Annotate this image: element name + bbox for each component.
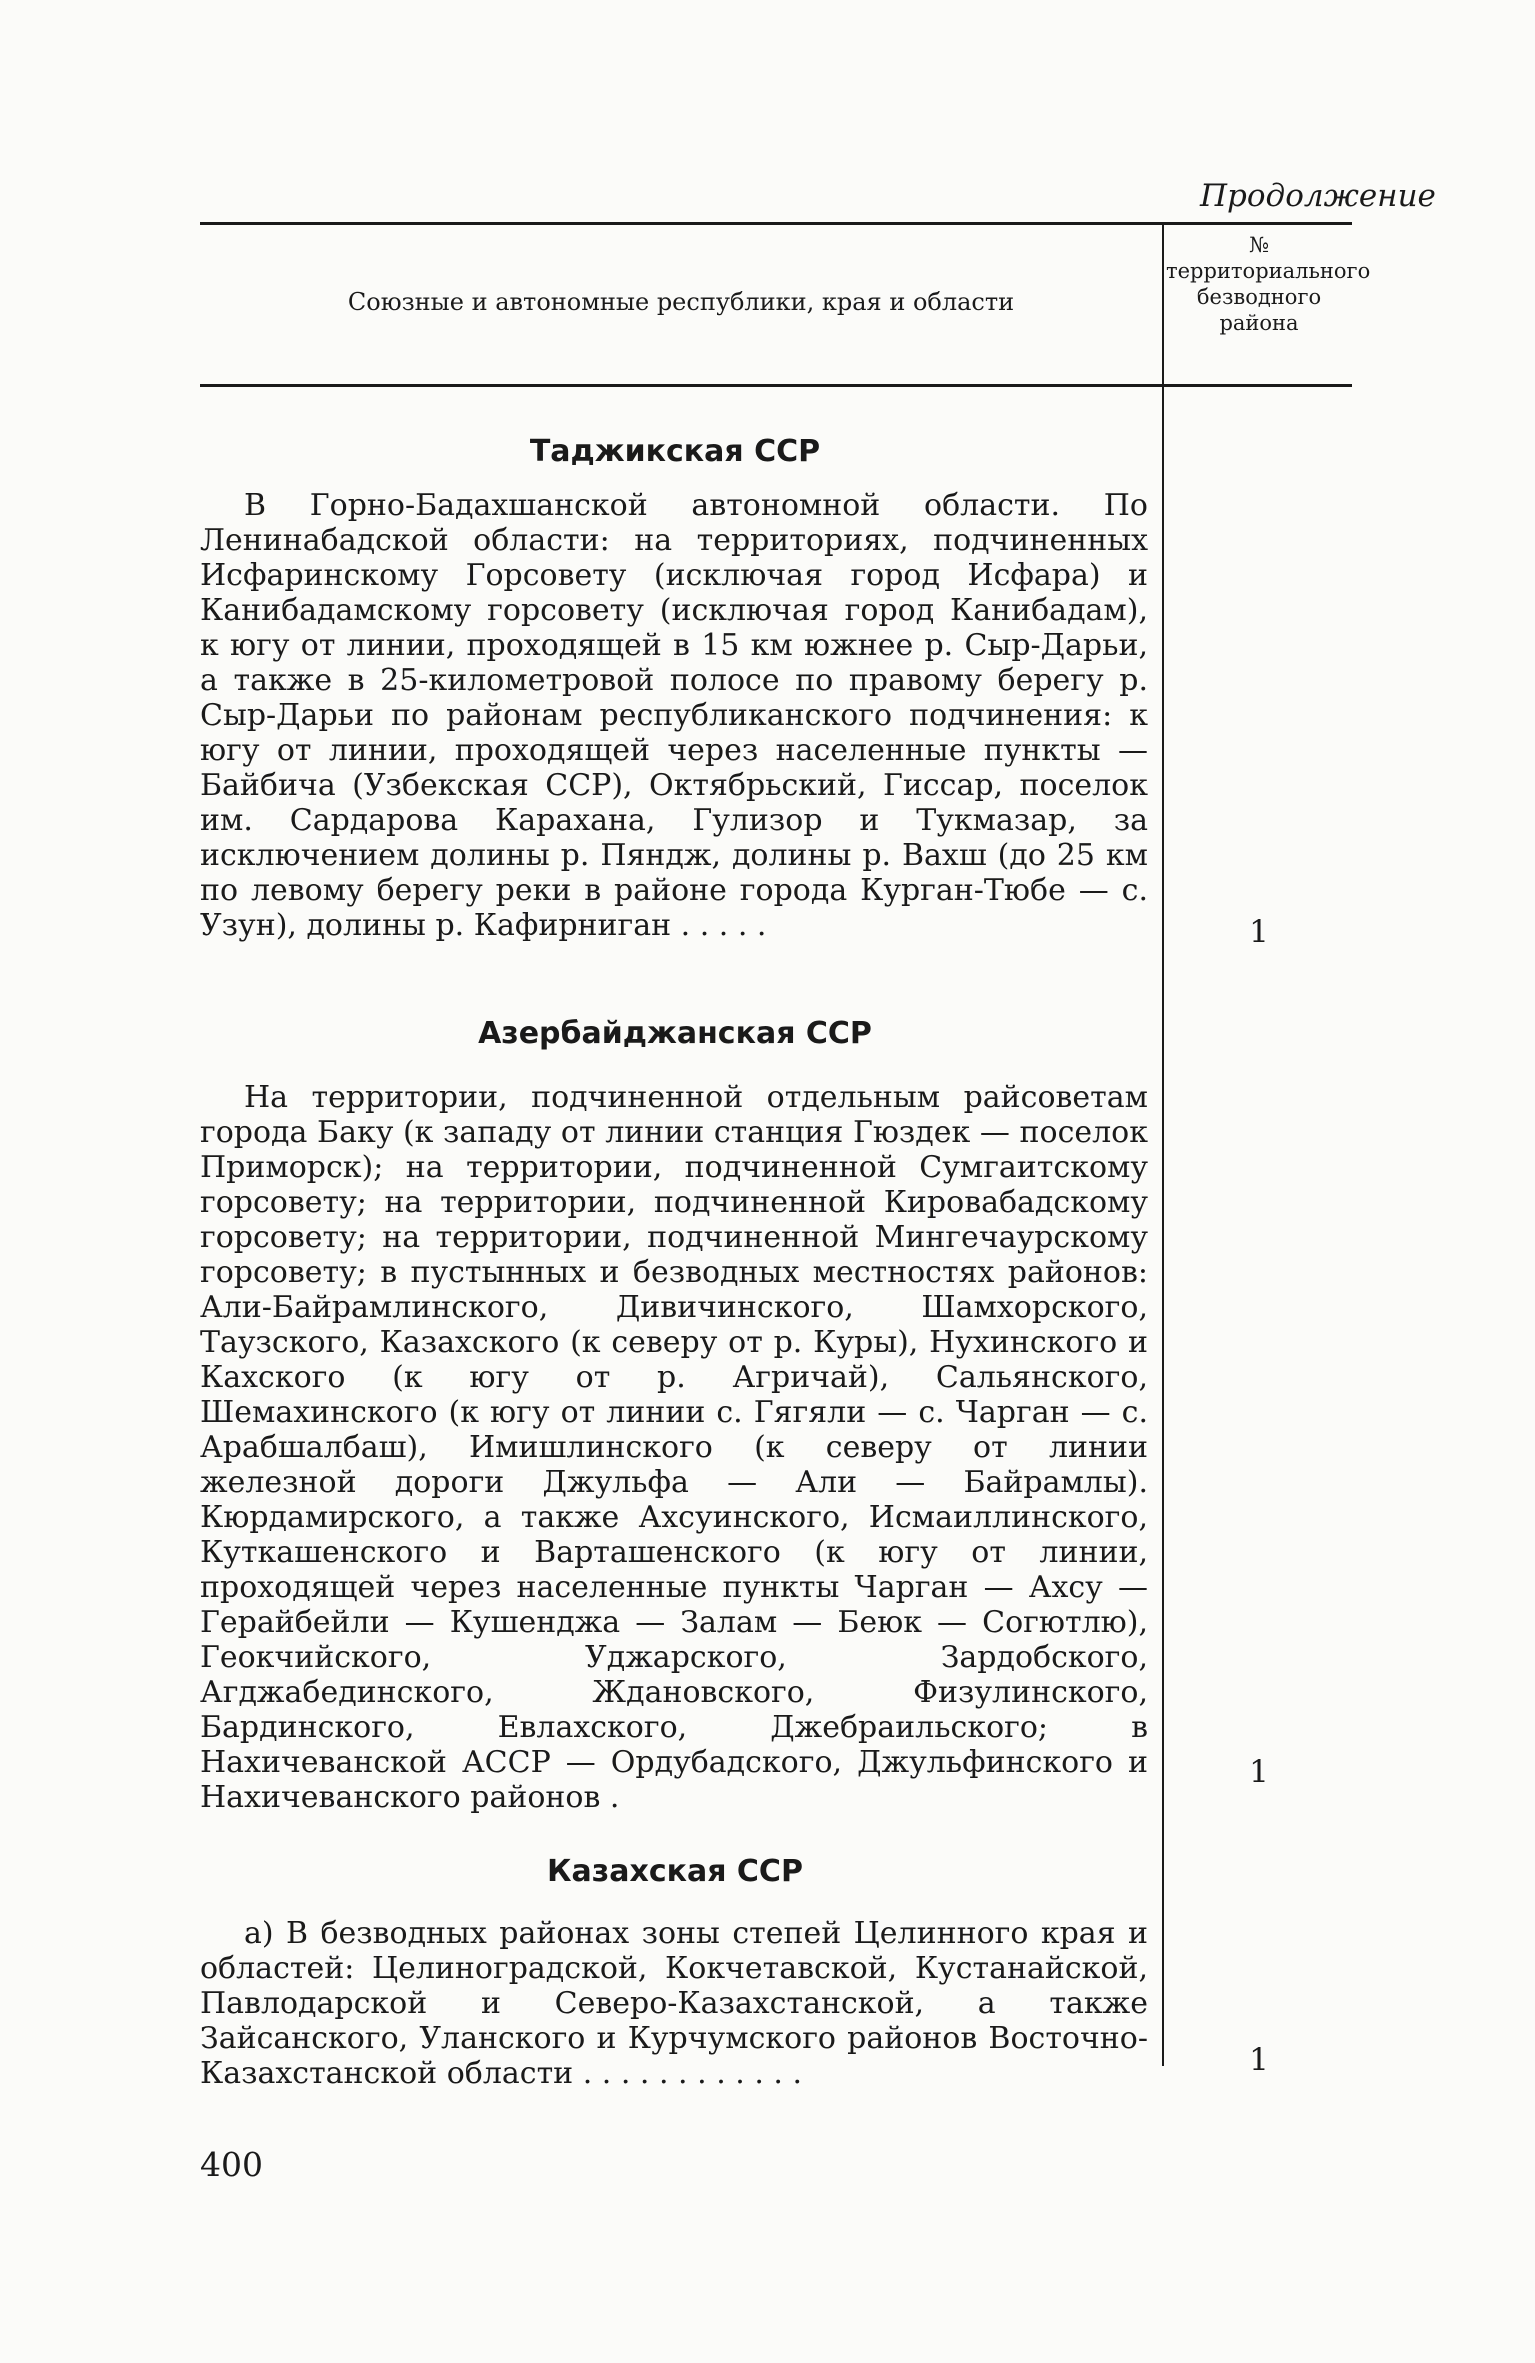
column-header-region: Союзные и автономные республики, края и области — [347, 288, 1015, 316]
column-header-number: № территориального безводного района — [1166, 233, 1371, 335]
section-number-azerbaijan: 1 — [1249, 1754, 1269, 1790]
continued-label: Продолжение — [1200, 178, 1436, 214]
section-title-azerbaijan: Азербайджанская ССР — [478, 1016, 872, 1051]
section-title-kazakh: Казахская ССР — [547, 1854, 803, 1889]
section-number-kazakh: 1 — [1249, 2042, 1269, 2078]
section-text-azerbaijan: На территории, подчиненной отдельным райсоветам города Баку (к западу от линии станция Гюздек — поселок Приморск); на территории, подчиненной Сумгаитскому горсовету; на территории, подчиненной Кировабадскому горсовету; на территории, подчиненной Мингечаурскому горсовету; в пустынных и безводных местностях районов: Али-Байрамлинского, Дивичинского, Шамхорского, Таузского, Казахского (к северу от р. Куры), Нухинского и Кахского (к югу от р. Агричай), Сальянского, Шемахинского (к югу от линии с. Гягяли — с. Чарган — с. Арабшалбаш), Имишлинского (к северу от линии железной дороги Джульфа — Али — Байрамлы). Кюрдамирского, а также Ахсуинского, Исмаиллинского, Куткашенского и Варташенского (к югу от линии, проходящей через населенные пункты Чарган — Ахсу — Герайбейли — Кушенджа — Залам — Беюк — Согютлю), Геокчийского, Уджарского, Зардобского, Агджабединского, Ждановского, Физулинского, Бардинского, Евлахского, Джебраильского; в Нахичеванской АССР — Ордубадского, Джульфинского и Нахичеванского районов . — [200, 1080, 1148, 1815]
section-number-tajik: 1 — [1249, 914, 1269, 950]
column-divider — [1162, 222, 1164, 2066]
data-table — [200, 222, 1371, 2091]
table-top-rule — [200, 222, 1352, 225]
section-text-kazakh: а) В безводных районах зоны степей Целинного края и областей: Целиноградской, Кокчетавской, Кустанайской, Павлодарской и Северо-Казахстанской, а также Зайсанского, Уланского и Курчумского районов Восточно-Казахстанской области . . . . . . . . . . . . — [200, 1916, 1148, 2091]
section-title-tajik: Таджикская ССР — [529, 434, 821, 469]
table-header-rule — [200, 384, 1352, 387]
section-text-tajik: В Горно-Бадахшанской автономной области. По Ленинабадской области: на территориях, подчиненных Исфаринскому Горсовету (исключая город Исфара) и Канибадамскому горсовету (исключая город Канибадам), к югу от линии, проходящей в 15 км южнее р. Сыр-Дарьи, а также в 25-километровой полосе по правому берегу р. Сыр-Дарьи по районам республиканского подчинения: к югу от линии, проходящей через населенные пункты — Байбича (Узбекская ССР), Октябрьский, Гиссар, поселок им. Сардарова Карахана, Гулизор и Тукмазар, за исключением долины р. Пяндж, долины р. Вахш (до 25 км по левому берегу реки в районе города Курган-Тюбе — с. Узун), долины р. Кафирниган . . . . . — [200, 488, 1148, 943]
page-number: 400 — [200, 2145, 263, 2184]
